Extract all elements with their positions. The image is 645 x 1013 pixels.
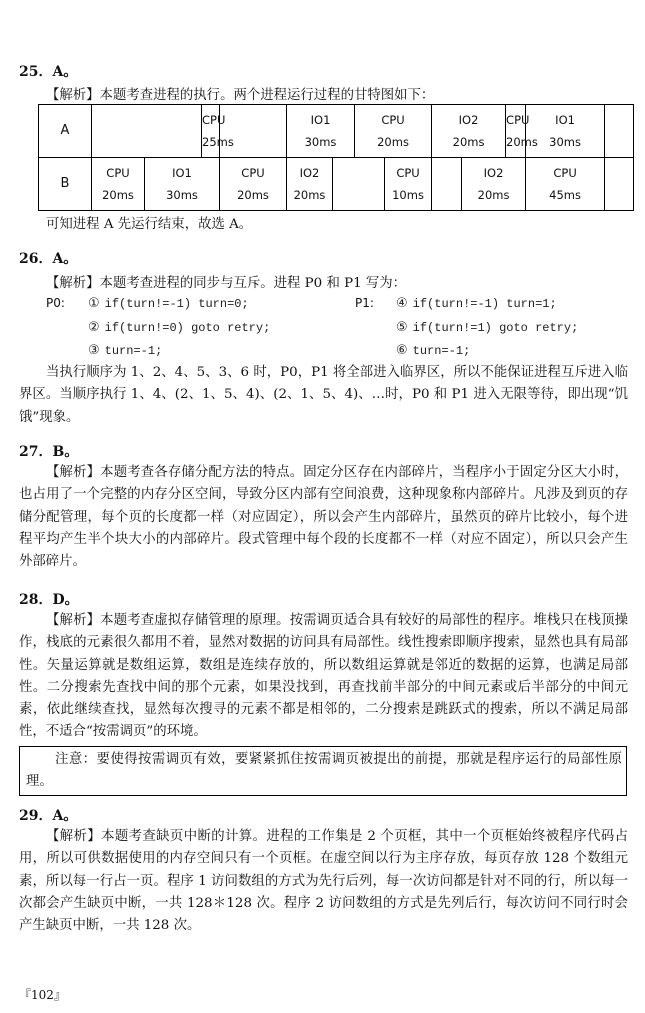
note-box: 注意：要使得按需调页有效，要紧紧抓住按需调页被提出的前提，那就是程序运行的局部性原理。 [19, 746, 627, 796]
page-number: 『102』 [19, 988, 66, 1002]
gantt-cell: CPU 20ms [506, 105, 526, 158]
question-28-explanation: 【解析】本题考查虚拟存储管理的原理。按需调页适合具有较好的局部性的程序。堆栈只在栈顶操作，栈底的元素很久都用不着，显然对数据的访问具有局部性。线性搜索即顺序搜索，显然也具有局部性。矢量运算就是数组运算，数组是连续存放的，所以数组运算就是邻近的数据的运算，也满足局部性。二分搜索先查找中间的那个元素，如果没找到，再查找前半部分的中间元素或后半部分的中间元素，依此继续查找，显然每次搜寻的元素不都是相邻的，二分搜索是跳跃式的搜索，所以不满足局部性，不适合“按需调页”的环境。 [19, 613, 628, 740]
gantt-cell: IO1 30ms [526, 105, 605, 158]
gantt-row-label: B [39, 158, 92, 211]
question-26-explanation: 当执行顺序为 1、2、4、5、3、6 时，P0，P1 将全部进入临界区，所以不能保证进程互斥进入临界区。当顺序执行 1、4、(2、1、5、4)、(2、1、5、4)、…时，P0 和 P1 进入无限等待，即出现“饥饿”现象。 [19, 365, 628, 425]
gantt-cell: IO2 20ms [462, 158, 526, 211]
gantt-cell [220, 105, 287, 158]
gantt-cell: CPU 20ms [355, 105, 432, 158]
code-row-2 [46, 320, 626, 338]
gantt-cell: CPU 25ms [202, 105, 220, 158]
gantt-cell [92, 105, 202, 158]
p1-statement-4: ④ if(turn!=-1) turn=1; [396, 296, 557, 311]
question-29-number: 29．A。 [19, 808, 78, 824]
question-26-intro: 【解析】本题考查进程的同步与互斥。进程 P0 和 P1 写为： [46, 276, 407, 291]
question-27-number: 27．B。 [19, 444, 79, 460]
code-row-3 [46, 343, 626, 361]
question-28-number: 28．D。 [19, 592, 79, 608]
gantt-chart-table [38, 104, 634, 211]
gantt-cell: CPU 10ms [385, 158, 432, 211]
question-25-number: 25．A。 [19, 64, 78, 80]
p0-label: P0: [46, 296, 65, 310]
gantt-cell [432, 158, 462, 211]
question-25-intro: 【解析】本题考查进程的执行。两个进程运行过程的甘特图如下： [46, 88, 435, 103]
question-25-conclusion: 可知进程 A 先运行结束，故选 A。 [46, 217, 253, 232]
gantt-cell [605, 105, 634, 158]
code-row-1 [46, 296, 626, 314]
gantt-cell: IO1 30ms [145, 158, 220, 211]
gantt-cell: IO1 30ms [287, 105, 355, 158]
p0-statement-1: ① if(turn!=-1) turn=0; [88, 296, 249, 311]
gantt-row-b [39, 158, 634, 211]
gantt-cell [333, 158, 385, 211]
gantt-row-label: A [39, 105, 92, 158]
gantt-cell: CPU 45ms [526, 158, 605, 211]
question-26-number: 26．A。 [19, 251, 78, 267]
question-29-explanation: 【解析】本题考查缺页中断的计算。进程的工作集是 2 个页框，其中一个页框始终被程序代码占用，所以可供数据使用的内存空间只有一个页框。在虚空间以行为主序存放，每页存放 128 个数组元素，所以每一行占一页。程序 1 访问数组的方式为先行后列，每一次访问都是针对不同的行，所以每一次都会产生缺页中断，一共 128＊128 次。程序 2 访问数组的方式是先列后行，每次访问不同行时会产生缺页中断，一共 128 次。 [19, 829, 628, 934]
gantt-cell: CPU 20ms [92, 158, 145, 211]
p1-statement-5: ⑤ if(turn!=1) goto retry; [396, 320, 579, 335]
p1-statement-6: ⑥ turn=-1; [396, 343, 471, 358]
gantt-cell: IO2 20ms [287, 158, 333, 211]
p0-statement-2: ② if(turn!=0) goto retry; [88, 320, 271, 335]
gantt-cell: CPU 20ms [220, 158, 287, 211]
p1-label: P1: [355, 296, 374, 310]
gantt-cell: IO2 20ms [432, 105, 506, 158]
gantt-row-a [39, 105, 634, 158]
p0-statement-3: ③ turn=-1; [88, 343, 163, 358]
question-27-explanation: 【解析】本题考查各存储分配方法的特点。固定分区存在内部碎片，当程序小于固定分区大小时，也占用了一个完整的内存分区空间，导致分区内部有空间浪费，这种现象称内部碎片。凡涉及到页的存储分配管理，每个页的长度都一样（对应固定），所以会产生内部碎片，虽然页的碎片比较小，每个进程平均产生半个块大小的内部碎片。段式管理中每个段的长度都不一样（对应不固定），所以只会产生外部碎片。 [19, 465, 628, 570]
